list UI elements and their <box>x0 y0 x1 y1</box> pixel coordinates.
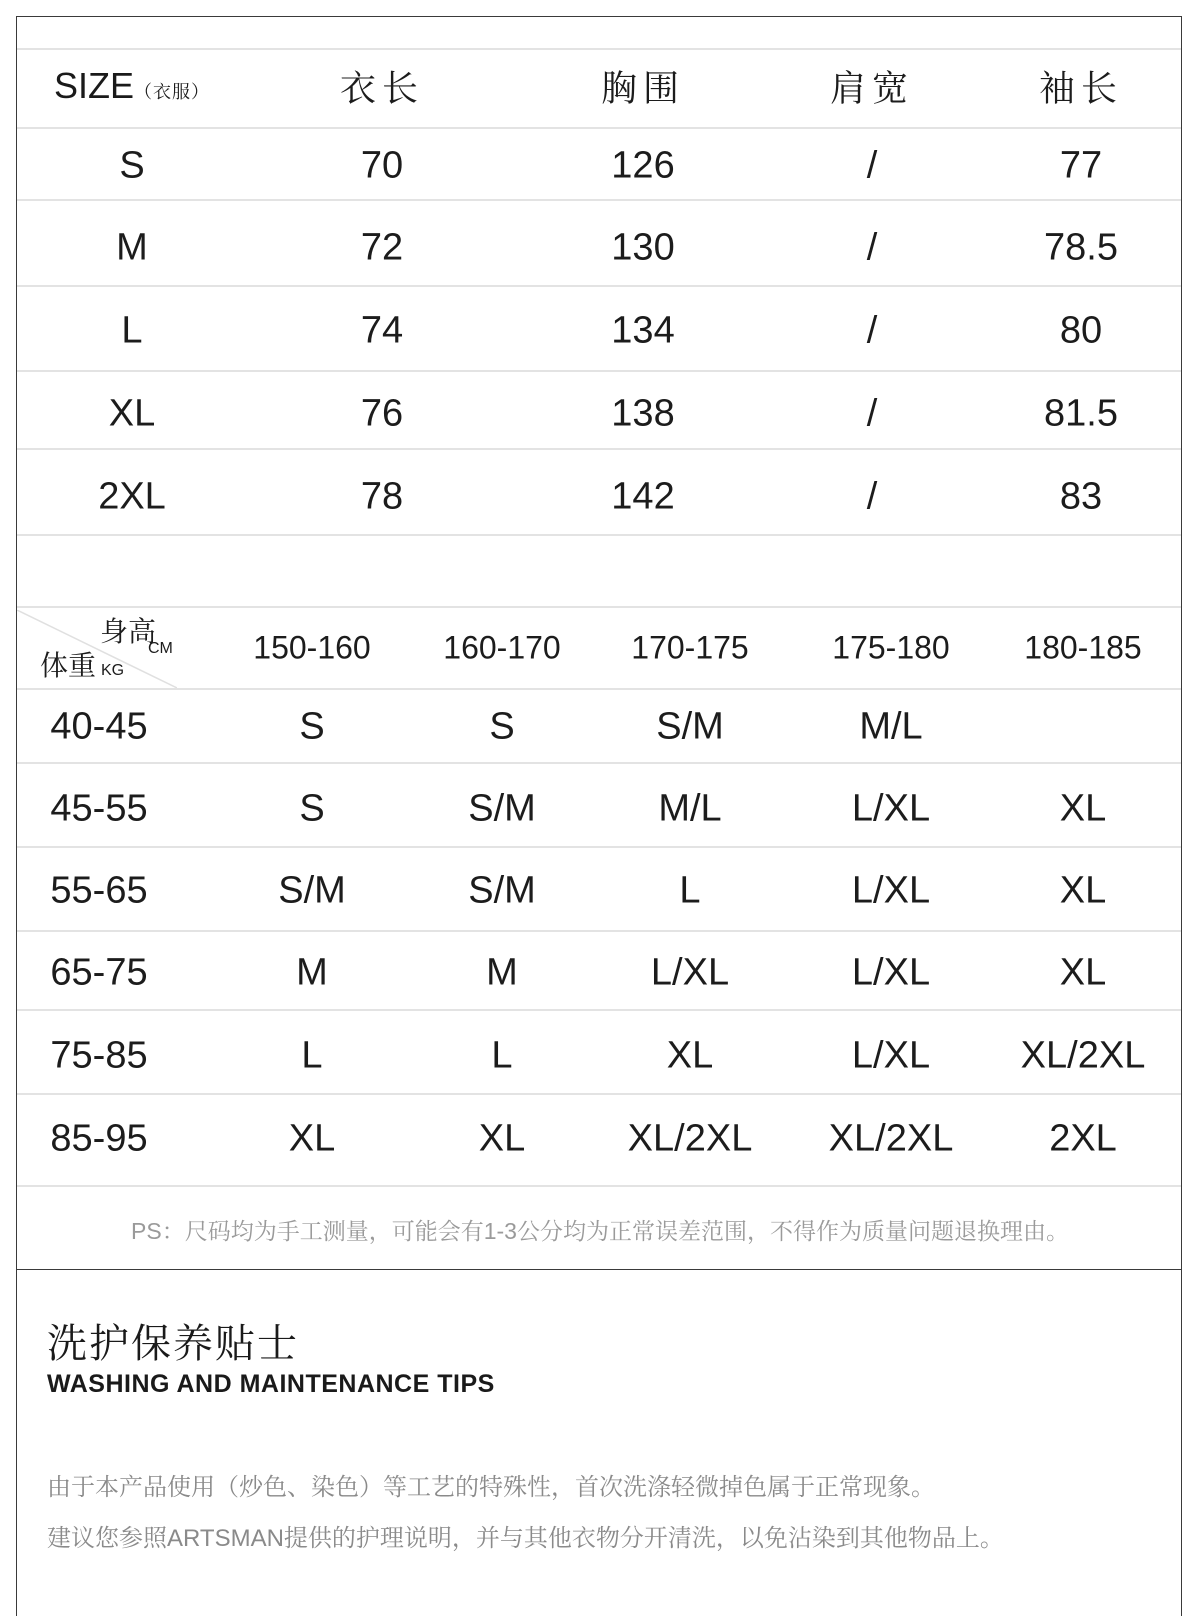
fit-table-rule <box>17 1185 1181 1187</box>
height-range-header: 150-160 <box>253 629 371 666</box>
recommended-size-cell: XL/2XL <box>627 1117 753 1160</box>
size-cell: XL <box>108 392 156 435</box>
size-cell: 126 <box>611 144 675 187</box>
col-header-size-sub: （衣服） <box>134 82 211 102</box>
weight-range-cell: 55-65 <box>50 869 148 912</box>
recommended-size-cell: S <box>299 705 325 748</box>
recommended-size-cell: L/XL <box>851 1034 931 1077</box>
height-range-header: 175-180 <box>832 629 950 666</box>
weight-range-cell: 85-95 <box>50 1117 148 1160</box>
size-cell: L <box>121 309 143 352</box>
size-cell: 142 <box>611 475 675 518</box>
col-header-size-label: SIZE <box>53 65 135 106</box>
recommended-size-cell: L/XL <box>851 951 931 994</box>
size-cell: 2XL <box>98 475 166 518</box>
size-cell: M <box>116 226 148 269</box>
recommended-size-cell: XL <box>1059 951 1107 994</box>
col-header: 袖长 <box>1038 67 1124 109</box>
recommended-size-cell: L/XL <box>851 787 931 830</box>
size-cell: / <box>866 392 878 435</box>
size-cell: 134 <box>611 309 675 352</box>
recommended-size-cell: 2XL <box>1049 1117 1117 1160</box>
size-cell: 72 <box>360 226 404 269</box>
size-cell: 80 <box>1059 309 1103 352</box>
recommended-size-cell: XL/2XL <box>828 1117 954 1160</box>
recommended-size-cell: XL <box>1059 787 1107 830</box>
size-table-rule <box>17 285 1181 287</box>
care-line-1: 由于本产品使用（炒色、染色）等工艺的特殊性，首次洗涤轻微掉色属于正常现象。 <box>47 1474 935 1501</box>
recommended-size-cell: S/M <box>468 869 536 912</box>
recommended-size-cell: L/XL <box>650 951 730 994</box>
size-table-rule <box>17 48 1181 50</box>
content-frame <box>16 16 1182 1270</box>
height-range-header: 180-185 <box>1024 629 1142 666</box>
recommended-size-cell: L/XL <box>851 869 931 912</box>
recommended-size-cell: L <box>491 1034 513 1077</box>
size-cell: / <box>866 144 878 187</box>
size-cell: S <box>119 144 145 187</box>
height-range-header: 160-170 <box>443 629 561 666</box>
recommended-size-cell: L <box>301 1034 323 1077</box>
recommended-size-cell: S <box>299 787 325 830</box>
recommended-size-cell: XL <box>478 1117 526 1160</box>
frame-right-border <box>1181 1270 1182 1616</box>
care-line-2: 建议您参照ARTSMAN提供的护理说明，并与其他衣物分开清洗，以免沾染到其他物品上。 <box>47 1525 1004 1552</box>
size-cell: 138 <box>611 392 675 435</box>
corner-weight-unit: KG <box>101 662 125 679</box>
size-cell: 76 <box>360 392 404 435</box>
fit-table-rule <box>17 688 1181 690</box>
col-header: 衣长 <box>339 67 425 109</box>
fit-table-rule <box>17 1009 1181 1011</box>
col-header: 胸围 <box>600 67 686 109</box>
recommended-size-cell: S <box>489 705 515 748</box>
care-subtitle: WASHING AND MAINTENANCE TIPS <box>47 1370 495 1398</box>
recommended-size-cell: M <box>486 951 518 994</box>
fit-table-rule <box>17 606 1181 608</box>
size-cell: 78 <box>360 475 404 518</box>
size-table-rule <box>17 127 1181 129</box>
frame-left-border <box>16 1270 17 1616</box>
recommended-size-cell: XL <box>288 1117 336 1160</box>
height-range-header: 170-175 <box>631 629 749 666</box>
weight-range-cell: 40-45 <box>50 705 148 748</box>
recommended-size-cell: S/M <box>656 705 724 748</box>
size-cell: 70 <box>360 144 404 187</box>
fit-table-rule <box>17 846 1181 848</box>
size-cell: / <box>866 309 878 352</box>
recommended-size-cell: L <box>679 869 701 912</box>
col-header: 肩宽 <box>829 67 915 109</box>
care-title: 洗护保养贴士 <box>47 1322 299 1366</box>
size-table-rule <box>17 199 1181 201</box>
recommended-size-cell: M/L <box>859 705 923 748</box>
size-cell: 130 <box>611 226 675 269</box>
corner-height-unit: CM <box>148 640 173 657</box>
recommended-size-cell: S/M <box>468 787 536 830</box>
size-cell: 77 <box>1059 144 1103 187</box>
size-cell: / <box>866 226 878 269</box>
fit-table-rule <box>17 762 1181 764</box>
size-table-rule <box>17 534 1181 536</box>
recommended-size-cell: XL/2XL <box>1020 1034 1146 1077</box>
weight-range-cell: 75-85 <box>50 1034 148 1077</box>
recommended-size-cell: XL <box>666 1034 714 1077</box>
fit-table-rule <box>17 930 1181 932</box>
ps-note: PS：尺码均为手工测量，可能会有1-3公分均为正常误差范围，不得作为质量问题退换理由。 <box>131 1218 1069 1244</box>
recommended-size-cell: XL <box>1059 869 1107 912</box>
corner-weight-label: 体重 <box>40 650 97 681</box>
corner-height-label: 身高 <box>100 616 157 647</box>
recommended-size-cell: M/L <box>658 787 722 830</box>
weight-range-cell: 45-55 <box>50 787 148 830</box>
size-cell: / <box>866 475 878 518</box>
size-table-rule <box>17 370 1181 372</box>
size-cell: 74 <box>360 309 404 352</box>
recommended-size-cell: S/M <box>278 869 346 912</box>
col-header-size <box>54 65 210 107</box>
size-cell: 83 <box>1059 475 1103 518</box>
size-cell: 78.5 <box>1044 226 1118 269</box>
size-table-rule <box>17 448 1181 450</box>
recommended-size-cell: M <box>296 951 328 994</box>
fit-table-rule <box>17 1093 1181 1095</box>
size-cell: 81.5 <box>1044 392 1118 435</box>
weight-range-cell: 65-75 <box>50 951 148 994</box>
